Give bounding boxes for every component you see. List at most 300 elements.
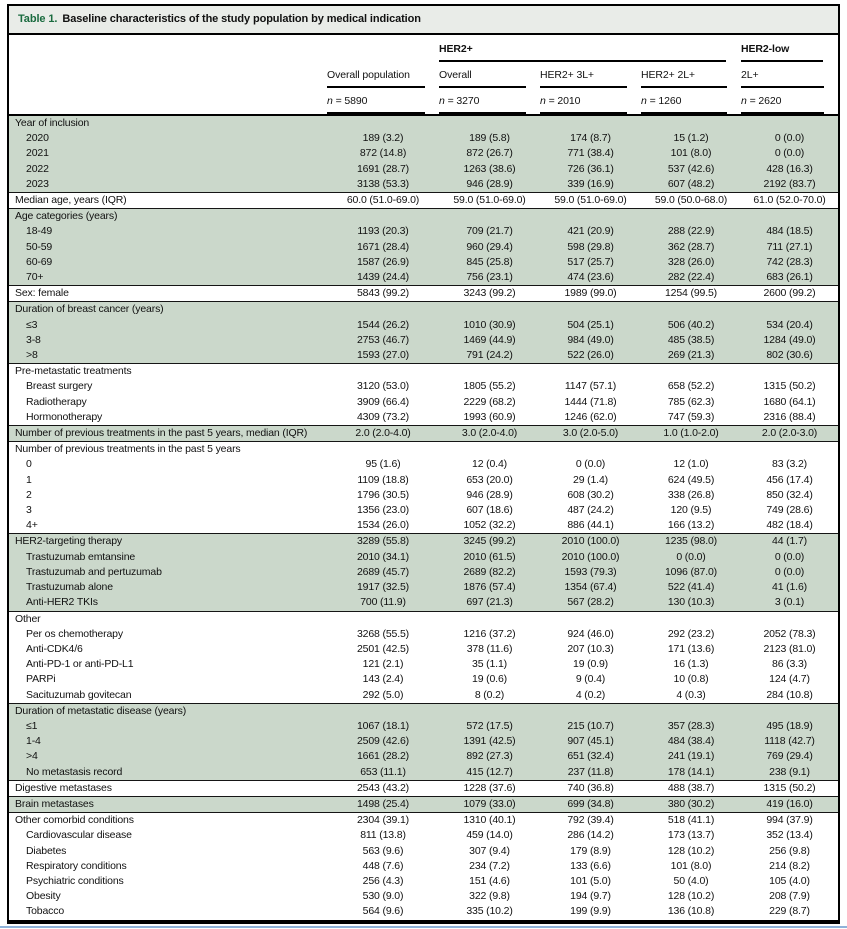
cell-value: 2509 (42.6): [356, 735, 410, 748]
cell-value: 307 (9.4): [469, 844, 510, 857]
cell-value: 1593 (79.3): [564, 565, 617, 578]
n-cell-container: [741, 88, 838, 114]
cell-value: 121 (2.1): [362, 658, 404, 671]
cell-value: 1444 (71.8): [564, 395, 617, 408]
row-label: Trastuzumab emtansine: [26, 550, 136, 563]
cell-value: 1010 (30.9): [463, 318, 516, 331]
cell-value: [741, 302, 838, 317]
cell-value: 1118 (42.7): [764, 735, 815, 748]
table-row: [9, 488, 838, 503]
row-label: Per os chemotherapy: [26, 627, 123, 640]
cell-value: 124 (4.7): [769, 673, 810, 686]
cell-value: 3120 (53.0): [356, 380, 410, 393]
cell-value: 19 (0.6): [472, 673, 507, 686]
row-label: Breast surgery: [26, 380, 93, 393]
cell-value: 194 (9.7): [570, 890, 611, 903]
cell-value: 518 (41.1): [667, 814, 715, 827]
row-label: 2021: [26, 147, 49, 160]
table-section: [9, 192, 838, 208]
cell-value: 3909 (66.4): [356, 395, 410, 408]
cell-value: [540, 612, 641, 627]
cell-value: [327, 116, 439, 131]
cell-value: 2689 (45.7): [356, 565, 410, 578]
row-label: Year of inclusion: [15, 117, 90, 129]
row-label: Other comorbid conditions: [15, 814, 134, 827]
table-section: [9, 301, 838, 363]
table-caption: Baseline characteristics of the study population by medical indication: [62, 13, 421, 25]
cell-value: 3138 (53.3): [356, 177, 410, 190]
row-label: Pre-metastatic treatments: [15, 365, 132, 378]
cell-value: 946 (28.9): [466, 177, 513, 190]
cell-value: 1315 (50.2): [763, 380, 816, 393]
cell-value: 3243 (99.2): [463, 287, 516, 300]
row-label: 1: [26, 473, 32, 486]
table-row: [9, 844, 838, 859]
cell-value: 749 (28.6): [766, 504, 813, 517]
cell-value: 0 (0.0): [774, 132, 805, 145]
cell-value: 0 (0.0): [575, 458, 606, 471]
row-label: 60-69: [26, 255, 53, 268]
cell-value: 907 (45.1): [567, 735, 614, 748]
cell-value: 2192 (83.7): [763, 177, 816, 190]
cell-value: 151 (4.6): [469, 874, 510, 887]
cell-value: 1067 (18.1): [356, 719, 410, 732]
table-row: [9, 859, 838, 874]
cell-value: 598 (29.8): [567, 240, 614, 253]
row-label: Brain metastases: [15, 797, 94, 810]
cell-value: 563 (9.6): [362, 844, 404, 857]
table-row: [9, 426, 838, 441]
cell-value: [741, 442, 838, 457]
table-row: [9, 749, 838, 764]
table-row: [9, 473, 838, 488]
cell-value: 1917 (32.5): [356, 581, 410, 594]
n-cell: n = 5890: [327, 95, 425, 114]
cell-value: [540, 704, 641, 719]
cell-value: 5843 (99.2): [356, 287, 410, 300]
cell-value: 16 (1.3): [673, 658, 709, 671]
cell-value: 1284 (49.0): [763, 333, 816, 346]
cell-value: 95 (1.6): [365, 458, 401, 471]
row-label: >4: [26, 750, 38, 763]
cell-value: 0 (0.0): [676, 550, 706, 563]
cell-value: 2010 (61.5): [463, 550, 516, 563]
row-label: 3: [26, 504, 32, 517]
cell-value: 173 (13.7): [667, 829, 715, 842]
row-label: Digestive metastases: [15, 781, 112, 794]
cell-value: 3.0 (2.0-5.0): [562, 427, 619, 440]
cell-value: 872 (14.8): [359, 147, 407, 160]
table-section: [9, 285, 838, 301]
cell-value: 1310 (40.1): [463, 814, 516, 827]
row-label: Cardiovascular disease: [26, 829, 132, 842]
cell-value: [439, 612, 540, 627]
n-cell: n = 2620: [741, 95, 824, 114]
table-row: [9, 672, 838, 687]
cell-value: 1691 (28.7): [356, 162, 410, 175]
cell-value: 128 (10.2): [667, 890, 715, 903]
cell-value: 282 (22.4): [667, 271, 715, 284]
cell-value: 284 (10.8): [766, 688, 813, 701]
cell-value: [540, 209, 641, 224]
cell-value: 357 (28.3): [667, 719, 715, 732]
cell-value: 335 (10.2): [466, 905, 513, 918]
table-row: [9, 828, 838, 843]
cell-value: 845 (25.8): [466, 255, 513, 268]
n-cell: n = 2010: [540, 95, 627, 114]
column-header-her2-2l: HER2+ 2L+: [641, 62, 741, 88]
table-row: [9, 565, 838, 580]
table-row: [9, 874, 838, 889]
table-row: [9, 410, 838, 425]
cell-value: 624 (49.5): [667, 473, 715, 486]
cell-value: 488 (38.7): [667, 781, 715, 794]
row-label: Obesity: [26, 890, 61, 903]
cell-value: 2010 (100.0): [561, 535, 620, 548]
cell-value: 1052 (32.2): [463, 519, 516, 532]
cell-value: 769 (29.4): [766, 750, 813, 763]
cell-value: [741, 209, 838, 224]
cell-value: 1263 (38.6): [463, 162, 516, 175]
table-row: [9, 904, 838, 919]
cell-value: 1228 (37.6): [463, 781, 516, 794]
cell-value: 166 (13.2): [667, 519, 715, 532]
row-label: Median age, years (IQR): [15, 194, 127, 207]
table-row: [9, 642, 838, 657]
table-row: [9, 318, 838, 333]
cell-value: 10 (0.8): [673, 673, 709, 686]
n-cell: n = 1260: [641, 95, 727, 114]
cell-value: 234 (7.2): [469, 859, 510, 872]
page-bottom-rule: [0, 926, 847, 928]
row-label: 50-59: [26, 240, 53, 253]
cell-value: 362 (28.7): [667, 240, 715, 253]
cell-value: 328 (26.0): [667, 255, 715, 268]
cell-value: 269 (21.3): [667, 349, 715, 362]
cell-value: 83 (3.2): [772, 458, 807, 471]
cell-value: [540, 116, 641, 131]
cell-value: [641, 302, 741, 317]
cell-value: 504 (25.1): [567, 318, 614, 331]
cell-value: 41 (1.6): [772, 581, 807, 594]
row-label: 2020: [26, 132, 49, 145]
table-row: [9, 734, 838, 749]
cell-value: 3 (0.1): [774, 596, 805, 609]
cell-value: 792 (39.4): [567, 814, 614, 827]
cell-value: 120 (9.5): [670, 504, 712, 517]
row-label: Duration of metastatic disease (years): [15, 704, 187, 717]
row-label: ≤3: [26, 318, 38, 331]
cell-value: 683 (26.1): [766, 271, 813, 284]
group-header-her2-positive: [439, 38, 741, 62]
column-header-row: [9, 62, 838, 88]
table-row: [9, 116, 838, 131]
table-section: [9, 703, 838, 780]
cell-value: 700 (11.9): [360, 596, 406, 609]
cell-value: 1989 (99.0): [564, 287, 617, 300]
cell-value: [641, 209, 741, 224]
cell-value: 1796 (30.5): [356, 488, 410, 501]
table-row: [9, 146, 838, 161]
table-row: [9, 286, 838, 301]
cell-value: 1661 (28.2): [356, 750, 410, 763]
cell-value: 1193 (20.3): [357, 225, 409, 238]
table-row: [9, 255, 838, 270]
table-row: [9, 348, 838, 363]
cell-value: [327, 364, 439, 379]
cell-value: 811 (13.8): [360, 829, 406, 842]
cell-value: 517 (25.7): [567, 255, 614, 268]
cell-value: 2753 (46.7): [356, 333, 410, 346]
table-section: [9, 425, 838, 441]
n-cell-container: [641, 88, 741, 114]
cell-value: 189 (3.2): [362, 132, 404, 145]
cell-value: [439, 442, 540, 457]
header-spacer: [9, 88, 327, 114]
cell-value: 4 (0.2): [575, 688, 606, 701]
table-row: [9, 193, 838, 208]
cell-value: 237 (11.8): [567, 765, 614, 778]
cell-value: [327, 302, 439, 317]
cell-value: 924 (46.0): [567, 627, 614, 640]
table-body: [9, 116, 838, 920]
table-section: [9, 780, 838, 796]
cell-value: 1439 (24.4): [356, 271, 410, 284]
cell-value: 292 (5.0): [362, 688, 404, 701]
cell-value: 1.0 (1.0-2.0): [663, 427, 719, 440]
cell-value: [327, 209, 439, 224]
cell-value: 448 (7.6): [362, 859, 404, 872]
n-cell: n = 3270: [439, 95, 526, 114]
cell-value: 572 (17.5): [466, 719, 513, 732]
table-section: [9, 533, 838, 610]
cell-value: 709 (21.7): [466, 225, 513, 238]
cell-value: [641, 442, 741, 457]
cell-value: 179 (8.9): [570, 844, 611, 857]
cell-value: 742 (28.3): [766, 255, 813, 268]
cell-value: [641, 704, 741, 719]
cell-value: 130 (10.3): [667, 596, 715, 609]
cell-value: 1680 (64.1): [763, 395, 816, 408]
cell-value: 2689 (82.2): [463, 565, 516, 578]
cell-value: 86 (3.3): [772, 658, 807, 671]
cell-value: 608 (30.2): [567, 488, 614, 501]
table-row: [9, 457, 838, 472]
cell-value: 658 (52.2): [667, 380, 715, 393]
cell-value: 2600 (99.2): [763, 287, 816, 300]
row-label: No metastasis record: [26, 765, 123, 778]
cell-value: 171 (13.6): [667, 642, 715, 655]
cell-value: 1671 (28.4): [356, 240, 410, 253]
cell-value: 128 (10.2): [667, 844, 715, 857]
cell-value: 60.0 (51.0-69.0): [346, 194, 420, 207]
cell-value: 136 (10.8): [667, 905, 715, 918]
cell-value: 286 (14.2): [567, 829, 614, 842]
cell-value: 1391 (42.5): [463, 735, 516, 748]
table-section: [9, 208, 838, 285]
table-section: [9, 441, 838, 533]
cell-value: 2304 (39.1): [356, 814, 410, 827]
cell-value: 174 (8.7): [570, 132, 611, 145]
row-label: Sacituzumab govitecan: [26, 688, 132, 701]
row-label: Number of previous treatments in the past 5 years, median (IQR): [15, 427, 308, 440]
cell-value: [540, 364, 641, 379]
table-row: [9, 719, 838, 734]
cell-value: 189 (5.8): [469, 132, 510, 145]
cell-value: 791 (24.2): [466, 349, 513, 362]
cell-value: 892 (27.3): [466, 750, 513, 763]
cell-value: 352 (13.4): [766, 829, 813, 842]
cell-value: [439, 704, 540, 719]
table-row: [9, 813, 838, 828]
cell-value: 1876 (57.4): [463, 581, 516, 594]
cell-value: 771 (38.4): [567, 147, 614, 160]
cell-value: 2.0 (2.0-4.0): [355, 427, 411, 440]
row-label: ≤1: [26, 719, 38, 732]
row-label: Duration of breast cancer (years): [15, 303, 164, 316]
cell-value: 4 (0.3): [676, 688, 706, 701]
cell-value: 567 (28.2): [567, 596, 614, 609]
cell-value: [439, 364, 540, 379]
table-row: [9, 177, 838, 192]
cell-value: 1993 (60.9): [463, 410, 516, 423]
cell-value: [439, 302, 540, 317]
cell-value: [741, 116, 838, 131]
column-header-overall-population: Overall population: [327, 62, 439, 88]
table-row: [9, 781, 838, 796]
cell-value: 872 (26.7): [466, 147, 513, 160]
column-header-her2-3l: HER2+ 3L+: [540, 62, 641, 88]
n-cell-container: [439, 88, 540, 114]
table-row: [9, 442, 838, 457]
cell-value: [439, 116, 540, 131]
cell-value: 984 (49.0): [567, 333, 614, 346]
n-cell-container: [327, 88, 439, 114]
cell-value: [439, 209, 540, 224]
table-section: [9, 812, 838, 919]
cell-value: 378 (11.6): [466, 642, 513, 655]
cell-value: 9 (0.4): [575, 673, 606, 686]
n-cell-container: [540, 88, 641, 114]
cell-value: 474 (23.6): [567, 271, 614, 284]
cell-value: 1246 (62.0): [564, 410, 617, 423]
table-row: [9, 797, 838, 812]
group-header-label: HER2-low: [741, 43, 823, 62]
cell-value: 2010 (34.1): [356, 550, 410, 563]
cell-value: 1235 (98.0): [664, 535, 718, 548]
cell-value: 522 (26.0): [567, 349, 614, 362]
cell-value: [741, 612, 838, 627]
cell-value: 487 (24.2): [567, 504, 614, 517]
column-header-her2-overall: Overall: [439, 62, 540, 88]
table-frame: [7, 35, 840, 924]
cell-value: 0 (0.0): [774, 550, 805, 563]
cell-value: 214 (8.2): [769, 859, 810, 872]
cell-value: 35 (1.1): [472, 658, 507, 671]
cell-value: 59.0 (50.0-68.0): [654, 194, 728, 207]
cell-value: 653 (20.0): [466, 473, 513, 486]
cell-value: 50 (4.0): [673, 874, 709, 887]
cell-value: 1216 (37.2): [463, 627, 516, 640]
table-row: [9, 131, 838, 146]
table-number-label: Table 1.: [18, 13, 58, 25]
cell-value: 534 (20.4): [766, 318, 813, 331]
table-row: [9, 688, 838, 703]
row-label: 4+: [26, 519, 38, 532]
table-figure: [7, 4, 840, 924]
cell-value: 1109 (18.8): [357, 473, 409, 486]
cell-value: 419 (16.0): [766, 797, 813, 810]
cell-value: 1587 (26.9): [356, 255, 410, 268]
cell-value: 2.0 (2.0-3.0): [761, 427, 818, 440]
row-label: 1-4: [26, 735, 41, 748]
table-section: [9, 611, 838, 703]
table-row: [9, 364, 838, 379]
table-row: [9, 595, 838, 610]
cell-value: 105 (4.0): [769, 874, 810, 887]
cell-value: 61.0 (52.0-70.0): [753, 194, 826, 207]
cell-value: [327, 612, 439, 627]
table-row: [9, 534, 838, 549]
row-label: Age categories (years): [15, 210, 118, 223]
cell-value: 886 (44.1): [567, 519, 614, 532]
cell-value: 1147 (57.1): [564, 380, 617, 393]
cell-value: 482 (18.4): [766, 519, 813, 532]
cell-value: 19 (0.9): [573, 658, 608, 671]
cell-value: 994 (37.9): [766, 814, 813, 827]
cell-value: [641, 116, 741, 131]
cell-value: 1354 (67.4): [564, 581, 617, 594]
cell-value: 2052 (78.3): [763, 627, 816, 640]
group-header-label: HER2+: [439, 43, 726, 62]
cell-value: 726 (36.1): [567, 162, 614, 175]
cell-value: 564 (9.6): [362, 905, 404, 918]
cell-value: 415 (12.7): [466, 765, 513, 778]
table-row: [9, 302, 838, 317]
cell-value: 1254 (99.5): [664, 287, 718, 300]
cell-value: 8 (0.2): [474, 688, 505, 701]
cell-value: 960 (29.4): [466, 240, 513, 253]
cell-value: 484 (18.5): [766, 225, 813, 238]
cell-value: 802 (30.6): [766, 349, 813, 362]
cell-value: 537 (42.6): [667, 162, 715, 175]
header-spacer: [9, 62, 327, 88]
cell-value: 178 (14.1): [667, 765, 715, 778]
cell-value: 143 (2.4): [362, 673, 404, 686]
cell-value: 699 (34.8): [567, 797, 614, 810]
row-label: 70+: [26, 271, 44, 284]
row-label: Sex: female: [15, 287, 69, 300]
cell-value: 506 (40.2): [667, 318, 715, 331]
cell-value: 101 (8.0): [670, 147, 712, 160]
cell-value: 3245 (99.2): [463, 535, 516, 548]
table-row: [9, 224, 838, 239]
row-label: Psychiatric conditions: [26, 874, 124, 887]
cell-value: 241 (19.1): [667, 750, 715, 763]
cell-value: 740 (36.8): [567, 781, 614, 794]
table-row: [9, 889, 838, 904]
row-label: Diabetes: [26, 844, 67, 857]
cell-value: 2316 (88.4): [763, 410, 816, 423]
cell-value: 380 (30.2): [667, 797, 715, 810]
cell-value: 101 (8.0): [670, 859, 712, 872]
cell-value: 256 (4.3): [362, 874, 404, 887]
cell-value: 229 (8.7): [769, 905, 810, 918]
cell-value: 44 (1.7): [772, 535, 807, 548]
row-label: 3-8: [26, 333, 41, 346]
cell-value: 12 (1.0): [673, 458, 709, 471]
cell-value: 238 (9.1): [769, 765, 810, 778]
